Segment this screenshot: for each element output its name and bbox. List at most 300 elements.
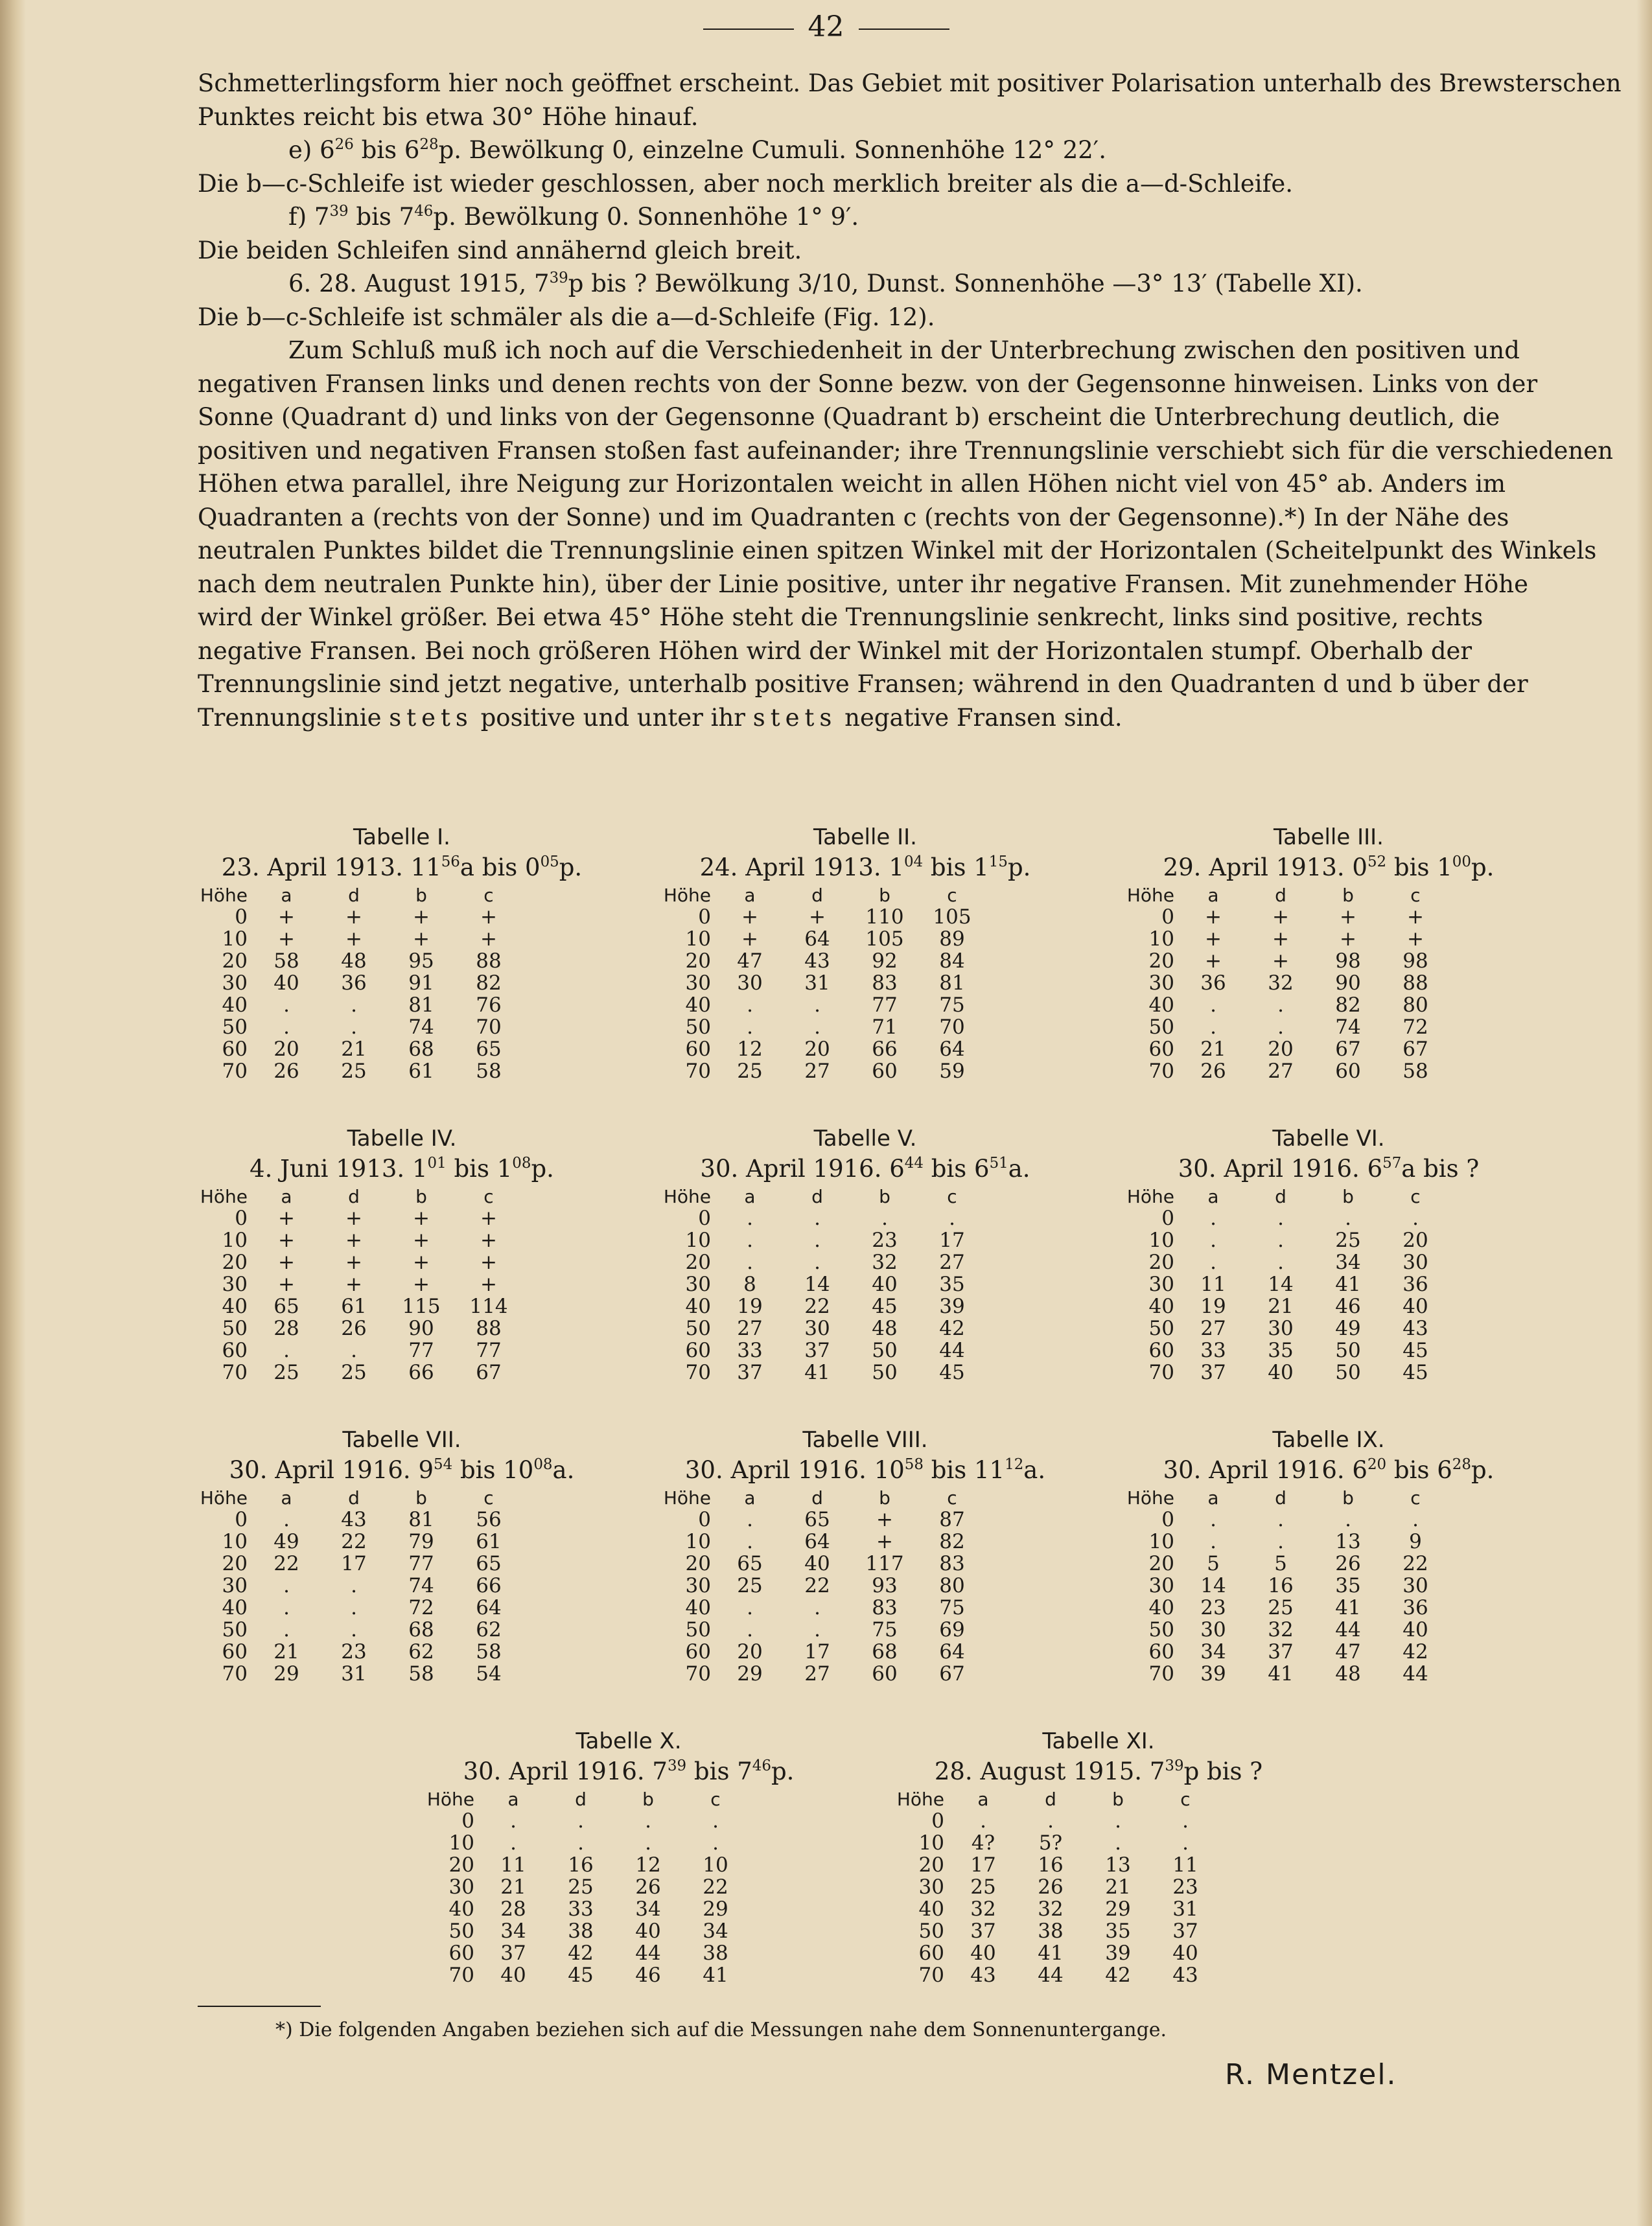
cell-a: 40: [273, 971, 299, 995]
time-end: [1250, 1757, 1262, 1785]
cell-h: 20: [448, 1853, 474, 1877]
cell-d: .: [814, 993, 820, 1017]
cell-b: 74: [1335, 1015, 1361, 1039]
cell-b: 26: [635, 1875, 661, 1899]
cell-b: 26: [1335, 1552, 1361, 1575]
table-title: Tabelle VII.: [342, 1427, 461, 1453]
text-line: Höhen etwa parallel, ihre Neigung zur Horizontalen weicht in allen Höhen nicht viel von 45° ab. Anders im: [198, 470, 1506, 498]
cell-a: 21: [1200, 1038, 1226, 1061]
time-suffix: p.: [531, 1155, 554, 1183]
time-value: 6: [1437, 1456, 1452, 1484]
data-table: [638, 1487, 986, 1685]
cell-h: 50: [222, 1618, 248, 1641]
time-suffix: a.: [552, 1456, 575, 1484]
table-1: [175, 823, 629, 1082]
table-row: [1102, 994, 1449, 1016]
column-header-b: b: [415, 1487, 427, 1509]
table-date: 29. April 1913.: [1163, 853, 1345, 881]
table-row: [872, 1898, 1219, 1920]
cell-b: 83: [872, 1596, 898, 1619]
table-row: [1102, 1362, 1449, 1384]
cell-c: 105: [933, 905, 971, 929]
cell-a: .: [283, 1508, 290, 1531]
page-number: 42: [808, 10, 844, 43]
column-header-d: d: [811, 884, 823, 906]
table-row: [638, 906, 986, 928]
column-header-c: c: [947, 884, 957, 906]
cell-a: 4?: [971, 1831, 995, 1855]
cell-d: 23: [341, 1640, 367, 1664]
table-row: [638, 1641, 986, 1663]
cell-b: 32: [872, 1251, 898, 1274]
cell-c: 80: [1402, 993, 1428, 1017]
cell-d: 40: [804, 1552, 830, 1575]
cell-h: 0: [235, 1508, 248, 1531]
cell-a: 27: [1200, 1317, 1226, 1340]
cell-c: 23: [1172, 1875, 1198, 1899]
cell-c: .: [1412, 1207, 1419, 1230]
cell-c: .: [712, 1809, 719, 1833]
cell-h: 20: [1148, 1552, 1174, 1575]
cell-h: 50: [685, 1618, 711, 1641]
table-row: [175, 1531, 522, 1553]
cell-c: 114: [469, 1295, 508, 1318]
cell-h: 10: [1148, 1229, 1174, 1252]
cell-d: 43: [804, 949, 830, 973]
cell-c: 31: [1172, 1897, 1198, 1921]
cell-a: +: [278, 1229, 295, 1252]
time-value: ?: [1250, 1757, 1263, 1785]
cell-b: 68: [872, 1640, 898, 1664]
cell-d: .: [814, 1251, 820, 1274]
cell-h: 60: [1148, 1339, 1174, 1362]
table-row: [638, 1207, 986, 1229]
time-start: [1352, 853, 1386, 881]
bis-word: bis: [454, 1155, 489, 1183]
cell-b: 40: [635, 1919, 661, 1943]
table-header-row: [175, 1185, 522, 1207]
table-row: [1102, 1317, 1449, 1339]
bis-word: bis: [930, 853, 966, 881]
column-header-h: Höhe: [663, 1185, 711, 1207]
column-header-a: a: [744, 1487, 756, 1509]
table-row: [638, 1531, 986, 1553]
column-header-c: c: [1410, 1185, 1421, 1207]
column-header-a: a: [1207, 884, 1219, 906]
table-datetime: [402, 1756, 855, 1788]
cell-a: 37: [970, 1919, 996, 1943]
time-value: 1: [889, 853, 904, 881]
time-end: [974, 1456, 1045, 1484]
cell-b: 110: [865, 905, 904, 929]
cell-a: .: [1210, 1207, 1216, 1230]
cell-c: 44: [939, 1339, 965, 1362]
cell-c: 40: [1402, 1618, 1428, 1641]
cell-d: 30: [1268, 1317, 1294, 1340]
column-header-a: a: [744, 884, 756, 906]
time-suffix: p.: [1007, 853, 1031, 881]
cell-c: 43: [1172, 1964, 1198, 1987]
cell-h: 30: [222, 1273, 248, 1296]
table-date: 23. April 1913.: [221, 853, 403, 881]
page-header: [0, 8, 1652, 47]
cell-b: 13: [1105, 1853, 1131, 1877]
cell-c: 58: [1402, 1060, 1428, 1083]
cell-b: 49: [1335, 1317, 1361, 1340]
cell-d: 43: [341, 1508, 367, 1531]
cell-h: 40: [448, 1897, 474, 1921]
table-header-row: [175, 1487, 522, 1509]
footnote: *) Die folgenden Angaben beziehen sich auf die Messungen nahe dem Sonnenuntergange.: [275, 2019, 1167, 2041]
cell-b: 68: [408, 1618, 434, 1641]
cell-b: .: [645, 1809, 651, 1833]
text-line: Die beiden Schleifen sind annähernd gleich breit.: [198, 236, 802, 264]
cell-b: 66: [408, 1361, 434, 1384]
cell-h: 10: [685, 1530, 711, 1553]
table-header-row: [1102, 1185, 1449, 1207]
cell-c: +: [480, 1251, 497, 1274]
cell-h: 20: [685, 1251, 711, 1274]
header-rule-left: [703, 29, 794, 30]
table-row: [175, 1553, 522, 1575]
table-title: Tabelle IV.: [347, 1126, 457, 1152]
cell-b: 35: [1105, 1919, 1131, 1943]
table-row: [638, 928, 986, 950]
cell-c: 65: [476, 1038, 502, 1061]
text-line: positiven und negativen Fransen stoßen fast aufeinander; ihre Trennungslinie verschiebt sich für die verschiedenen: [198, 436, 1613, 465]
table-row: [402, 1964, 749, 1986]
cell-h: 60: [685, 1640, 711, 1664]
table-row: [175, 1362, 522, 1384]
cell-a: .: [747, 1229, 753, 1252]
cell-b: 79: [408, 1530, 434, 1553]
cell-d: .: [814, 1229, 820, 1252]
time-end: [1466, 1155, 1479, 1183]
cell-d: 38: [568, 1919, 594, 1943]
cell-c: 70: [939, 1015, 965, 1039]
cell-h: 40: [1148, 1295, 1174, 1318]
cell-c: 37: [1172, 1919, 1198, 1943]
cell-b: 72: [408, 1596, 434, 1619]
cell-c: 56: [476, 1508, 502, 1531]
table-title: Tabelle V.: [813, 1126, 917, 1152]
cell-c: +: [480, 1207, 497, 1230]
cell-d: 16: [568, 1853, 594, 1877]
cell-a: 37: [1200, 1361, 1226, 1384]
table-title: Tabelle II.: [813, 824, 917, 850]
cell-a: 23: [1200, 1596, 1226, 1619]
time-value: 6: [1352, 1456, 1367, 1484]
table-title: Tabelle I.: [353, 824, 450, 850]
cell-a: 26: [1200, 1060, 1226, 1083]
superscript: 00: [1452, 853, 1471, 870]
table-4: [175, 1124, 629, 1384]
cell-d: 42: [568, 1942, 594, 1965]
table-date: 30. April 1916.: [1163, 1456, 1345, 1484]
cell-d: 48: [341, 949, 367, 973]
cell-a: 8: [743, 1273, 756, 1296]
cell-b: +: [413, 1207, 430, 1230]
cell-d: 5?: [1038, 1831, 1063, 1855]
cell-a: .: [283, 1618, 290, 1641]
cell-d: 35: [1268, 1339, 1294, 1362]
superscript: 52: [1367, 853, 1387, 870]
table-row: [1102, 1273, 1449, 1295]
table-6: [1102, 1124, 1555, 1384]
text-line: Trennungslinie sind jetzt negative, unterhalb positive Fransen; während in den Quadranten d und b über der: [198, 670, 1528, 698]
table-date: 30. April 1916.: [463, 1757, 645, 1785]
cell-h: 40: [685, 1596, 711, 1619]
text-line-last: [198, 701, 1530, 735]
cell-h: 70: [918, 1964, 944, 1987]
table-row: [175, 906, 522, 928]
cell-c: +: [1407, 927, 1424, 951]
cell-a: +: [1205, 927, 1222, 951]
cell-h: 30: [685, 1273, 711, 1296]
cell-h: 30: [448, 1875, 474, 1899]
cell-c: 89: [939, 927, 965, 951]
superscript: 15: [988, 853, 1008, 870]
cell-a: .: [747, 1251, 753, 1274]
column-header-a: a: [1207, 1487, 1219, 1509]
cell-a: .: [283, 1015, 290, 1039]
data-table: [175, 884, 522, 1082]
table-row: [872, 1920, 1219, 1942]
time-suffix: a: [1401, 1155, 1416, 1183]
column-header-h: Höhe: [200, 1185, 248, 1207]
time-start: [874, 1456, 924, 1484]
cell-c: 30: [1402, 1574, 1428, 1597]
table-row: [1102, 1663, 1449, 1685]
body-text-top: [198, 67, 1622, 734]
table-row: [402, 1898, 749, 1920]
column-header-b: b: [415, 884, 427, 906]
column-header-d: d: [811, 1487, 823, 1509]
cell-d: +: [345, 1229, 362, 1252]
cell-a: 32: [970, 1897, 996, 1921]
table-row: [175, 1663, 522, 1685]
cell-h: 30: [222, 1574, 248, 1597]
cell-a: 26: [273, 1060, 299, 1083]
cell-d: .: [1277, 1251, 1284, 1274]
time-end: [974, 1155, 1030, 1183]
cell-d: 32: [1038, 1897, 1064, 1921]
cell-d: .: [351, 1574, 357, 1597]
cell-d: 27: [1268, 1060, 1294, 1083]
cell-c: 64: [476, 1596, 502, 1619]
cell-a: .: [283, 993, 290, 1017]
cell-a: 30: [737, 971, 763, 995]
cell-a: .: [510, 1831, 517, 1855]
table-row: [175, 1229, 522, 1251]
cell-c: 88: [476, 1317, 502, 1340]
cell-d: 30: [804, 1317, 830, 1340]
superscript: 39: [329, 202, 349, 220]
column-header-c: c: [947, 1487, 957, 1509]
cell-d: 20: [1268, 1038, 1294, 1061]
cell-c: +: [480, 1273, 497, 1296]
cell-h: 40: [222, 1295, 248, 1318]
superscript: 01: [427, 1154, 447, 1172]
spaced-emphasis: stets: [752, 703, 837, 732]
table-header-row: [1102, 884, 1449, 906]
item-f: [198, 200, 1530, 234]
superscript: 12: [1005, 1455, 1024, 1473]
text-span: p. Bewölkung 0. Sonnenhöhe 1° 9′.: [433, 203, 859, 231]
cell-c: .: [712, 1831, 719, 1855]
data-table: [1102, 1185, 1449, 1384]
table-row: [402, 1876, 749, 1898]
cell-d: 65: [804, 1508, 830, 1531]
cell-a: +: [278, 905, 295, 929]
cell-c: 75: [939, 1596, 965, 1619]
cell-d: .: [1277, 1229, 1284, 1252]
cell-h: 50: [685, 1015, 711, 1039]
table-row: [1102, 928, 1449, 950]
time-start: [889, 853, 923, 881]
cell-h: 10: [222, 1530, 248, 1553]
table-3: [1102, 823, 1555, 1082]
cell-c: 36: [1402, 1596, 1428, 1619]
cell-h: 60: [448, 1942, 474, 1965]
table-datetime: [872, 1756, 1325, 1788]
cell-h: 50: [685, 1317, 711, 1340]
cell-a: 20: [273, 1038, 299, 1061]
cell-d: 27: [804, 1060, 830, 1083]
cell-d: +: [345, 1251, 362, 1274]
cell-c: 77: [476, 1339, 502, 1362]
data-table: [175, 1185, 522, 1384]
table-row: [175, 1016, 522, 1038]
cell-b: 42: [1105, 1964, 1131, 1987]
cell-c: 64: [939, 1038, 965, 1061]
cell-a: +: [278, 1273, 295, 1296]
table-10: [402, 1727, 855, 1986]
cell-a: 39: [1200, 1662, 1226, 1686]
cell-b: 67: [1335, 1038, 1361, 1061]
cell-b: 48: [872, 1317, 898, 1340]
table-7: [175, 1426, 629, 1685]
column-header-b: b: [1342, 1487, 1354, 1509]
table-row: [638, 1663, 986, 1685]
table-row: [175, 950, 522, 972]
table-row: [1102, 1339, 1449, 1362]
cell-b: +: [1340, 927, 1356, 951]
table-row: [872, 1854, 1219, 1876]
cell-b: 50: [1335, 1339, 1361, 1362]
cell-h: 0: [1161, 905, 1174, 929]
column-header-a: a: [744, 1185, 756, 1207]
column-header-b: b: [879, 1487, 890, 1509]
cell-a: .: [1210, 1508, 1216, 1531]
cell-h: 0: [1161, 1207, 1174, 1230]
superscript: 39: [549, 269, 568, 286]
column-header-h: Höhe: [426, 1788, 474, 1810]
cell-d: 26: [341, 1317, 367, 1340]
column-header-c: c: [1410, 1487, 1421, 1509]
table-datetime: [1102, 1454, 1555, 1487]
cell-d: .: [577, 1831, 584, 1855]
cell-a: 21: [500, 1875, 526, 1899]
cell-d: 14: [1268, 1273, 1294, 1296]
cell-b: +: [413, 927, 430, 951]
column-header-h: Höhe: [896, 1788, 944, 1810]
time-value: 6: [974, 1155, 990, 1183]
cell-a: 11: [1200, 1273, 1226, 1296]
text-line: wird der Winkel größer. Bei etwa 45° Höhe steht die Trennungslinie senkrecht, links sind positive, rechts: [198, 603, 1483, 631]
cell-c: 83: [939, 1552, 965, 1575]
data-table: [1102, 884, 1449, 1082]
time-value: ?: [1466, 1155, 1480, 1183]
time-value: 7: [1149, 1757, 1165, 1785]
cell-b: 66: [872, 1038, 898, 1061]
table-row: [1102, 1641, 1449, 1663]
cell-c: 70: [476, 1015, 502, 1039]
cell-h: 70: [1148, 1060, 1174, 1083]
time-end: [737, 1757, 794, 1785]
table-row: [1102, 972, 1449, 994]
cell-d: 22: [341, 1530, 367, 1553]
cell-h: 0: [698, 1508, 711, 1531]
superscript: 28: [419, 135, 439, 153]
cell-b: 83: [872, 971, 898, 995]
column-header-c: c: [483, 884, 494, 906]
cell-a: 33: [1200, 1339, 1226, 1362]
superscript: 26: [334, 135, 354, 153]
cell-h: 50: [1148, 1618, 1174, 1641]
time-end: [1437, 853, 1494, 881]
cell-c: 34: [703, 1919, 728, 1943]
table-row: [1102, 1553, 1449, 1575]
cell-b: 81: [408, 993, 434, 1017]
cell-h: 10: [685, 1229, 711, 1252]
cell-d: 36: [341, 971, 367, 995]
table-datetime: [175, 1153, 629, 1185]
column-header-a: a: [507, 1788, 519, 1810]
cell-b: 77: [408, 1339, 434, 1362]
table-row: [638, 972, 986, 994]
cell-d: .: [814, 1015, 820, 1039]
cell-c: 76: [476, 993, 502, 1017]
cell-h: 40: [918, 1897, 944, 1921]
cell-d: .: [814, 1207, 820, 1230]
cell-c: 45: [1402, 1361, 1428, 1384]
text-span: p. Bewölkung 0, einzelne Cumuli. Sonnenhöhe 12° 22′.: [438, 136, 1106, 164]
cell-h: 60: [1148, 1038, 1174, 1061]
cell-d: 38: [1038, 1919, 1064, 1943]
table-9: [1102, 1426, 1555, 1685]
table-title: Tabelle IX.: [1272, 1427, 1385, 1453]
cell-d: 41: [804, 1361, 830, 1384]
cell-d: 21: [341, 1038, 367, 1061]
table-row: [638, 1619, 986, 1641]
cell-a: 36: [1200, 971, 1226, 995]
cell-b: 91: [408, 971, 434, 995]
cell-a: 65: [737, 1552, 763, 1575]
cell-a: 25: [737, 1574, 763, 1597]
cell-b: +: [1340, 905, 1356, 929]
table-header-row: [638, 1487, 986, 1509]
text-span: bis 6: [353, 136, 420, 164]
cell-c: 75: [939, 993, 965, 1017]
cell-b: 68: [408, 1038, 434, 1061]
table-date: 30. April 1916.: [1178, 1155, 1360, 1183]
time-value: 1: [412, 1155, 428, 1183]
table-row: [175, 972, 522, 994]
column-header-h: Höhe: [1126, 884, 1174, 906]
cell-b: 60: [1335, 1060, 1361, 1083]
table-date: 4. Juni 1913.: [250, 1155, 405, 1183]
